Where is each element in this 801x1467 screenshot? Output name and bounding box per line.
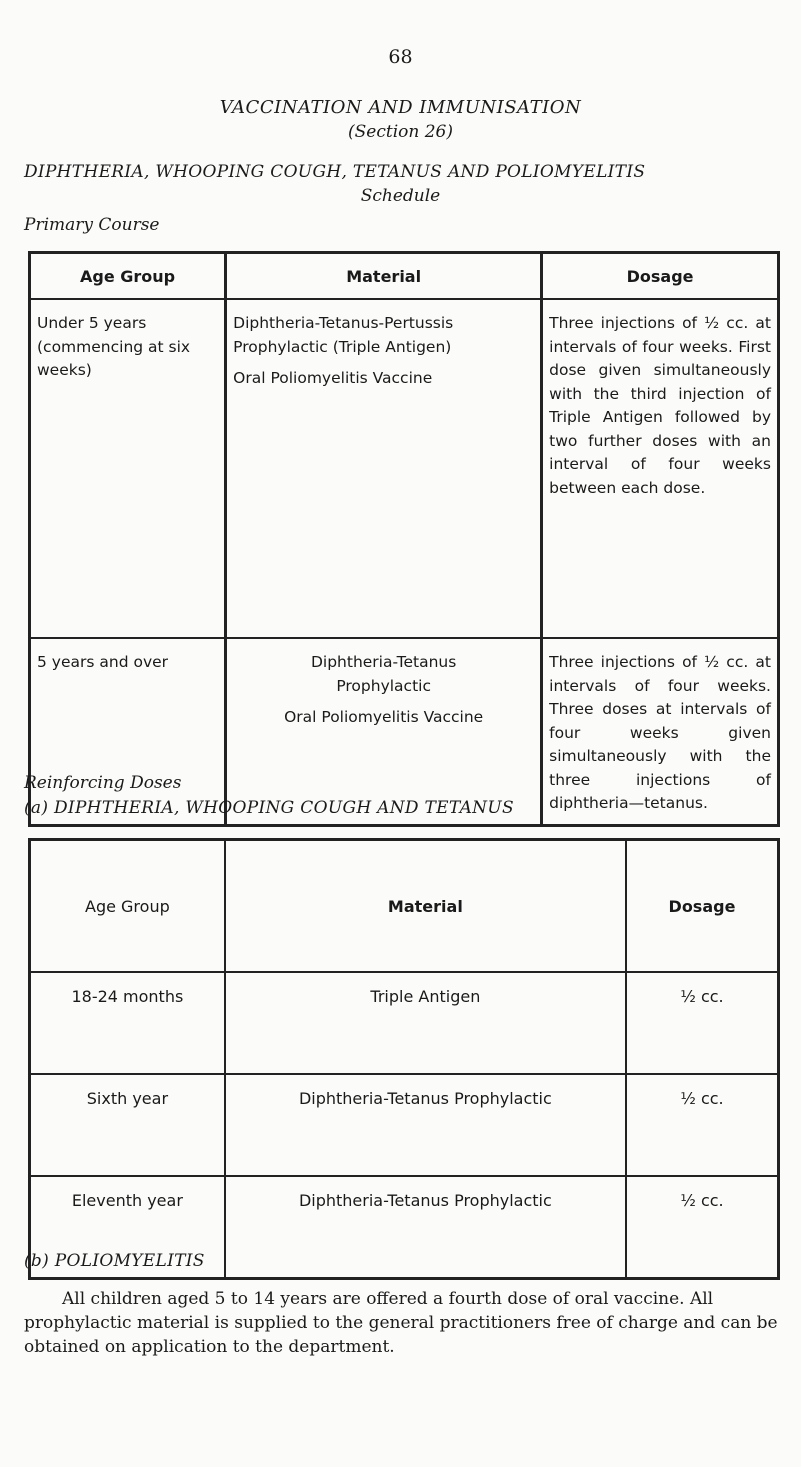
schedule-label: Schedule bbox=[360, 186, 441, 206]
primary-course-table bbox=[28, 251, 780, 827]
age-group-cell: 18-24 months bbox=[30, 972, 225, 1074]
age-group-cell: Sixth year bbox=[30, 1074, 225, 1176]
dosage-cell: Three injections of ½ cc. at intervals of four weeks. Three doses at intervals of four weeks given simultaneously with the three injections of diphtheria—tetanus. bbox=[549, 653, 771, 812]
primary-course-label: Primary Course bbox=[24, 215, 160, 235]
dosage-cell: ½ cc. bbox=[626, 1074, 779, 1176]
table-header-row bbox=[30, 253, 779, 300]
material-secondary: Oral Poliomyelitis Vaccine bbox=[233, 369, 433, 387]
column-header-age-group: Age Group bbox=[30, 253, 226, 300]
column-header-material: Material bbox=[226, 253, 542, 300]
age-group-cell: Eleventh year bbox=[30, 1176, 225, 1279]
material-cell bbox=[226, 638, 542, 825]
material-cell: Triple Antigen bbox=[225, 972, 626, 1074]
dosage-cell: ½ cc. bbox=[680, 1191, 724, 1210]
disease-heading: DIPHTHERIA, WHOOPING COUGH, TETANUS AND POLIOMYELITIS bbox=[24, 162, 646, 182]
dosage-cell: Three injections of ½ cc. at intervals of four weeks. First dose given simultaneously with the third injection of Triple Antigen followed by two further doses with an interval of four weeks between each dose. bbox=[542, 299, 779, 638]
page-number: 68 bbox=[388, 46, 413, 68]
column-header-dosage: Dosage bbox=[626, 840, 779, 973]
table-row bbox=[30, 299, 779, 638]
age-group-cell: Under 5 years (commencing at six weeks) bbox=[30, 299, 226, 638]
material-primary: Diphtheria-Tetanus-Pertussis Prophylactic (Triple Antigen) bbox=[233, 314, 454, 356]
column-header-age-group: Age Group bbox=[30, 840, 225, 973]
column-header-dosage: Dosage bbox=[542, 253, 779, 300]
page-title: VACCINATION AND IMMUNISATION bbox=[219, 97, 582, 118]
dosage-cell: ½ cc. bbox=[626, 972, 779, 1074]
material-primary: Diphtheria-Tetanus Prophylactic bbox=[310, 653, 457, 695]
reinforcing-doses-label: Reinforcing Doses bbox=[24, 773, 182, 793]
table-header-row bbox=[30, 840, 779, 973]
closing-paragraph: All children aged 5 to 14 years are offered a fourth dose of oral vaccine. All prophylactic material is supplied to the general practitioners free of charge and can be obtained on application to the department. bbox=[24, 1289, 778, 1357]
column-header-material: Material bbox=[225, 840, 626, 973]
material-cell bbox=[226, 299, 542, 638]
subheading-poliomyelitis: (b) POLIOMYELITIS bbox=[24, 1251, 205, 1271]
subheading-dwt: (a) DIPHTHERIA, WHOOPING COUGH AND TETANUS bbox=[24, 798, 514, 818]
section-reference: (Section 26) bbox=[348, 122, 453, 142]
reinforcing-doses-table bbox=[28, 838, 780, 1280]
table-row bbox=[30, 638, 779, 825]
table-row bbox=[30, 1074, 779, 1176]
material-cell: Diphtheria-Tetanus Prophylactic bbox=[225, 1176, 626, 1279]
material-secondary: Oral Poliomyelitis Vaccine bbox=[284, 708, 484, 726]
table-row bbox=[30, 972, 779, 1074]
material-cell: Diphtheria-Tetanus Prophylactic bbox=[225, 1074, 626, 1176]
age-group-cell: 5 years and over bbox=[30, 638, 226, 825]
